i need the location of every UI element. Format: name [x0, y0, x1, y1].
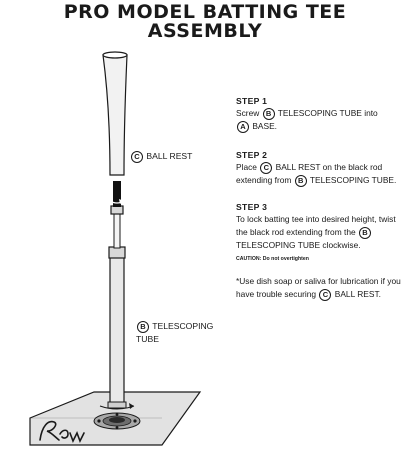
lubrication-note-text-b: BALL REST. — [334, 289, 381, 299]
ball-rest-label: BALL REST — [146, 151, 193, 161]
badge-c-icon: C — [260, 162, 272, 174]
caution-note: CAUTION: Do not overtighten — [236, 256, 309, 262]
badge-b-icon: B — [137, 321, 149, 333]
step-3-text-a: To lock batting tee into desired height, twist the black rod extending from the — [236, 214, 396, 237]
ball-rest-callout — [130, 150, 192, 163]
badge-c-icon: C — [319, 289, 331, 301]
page-title-line-1: PRO MODEL BATTING TEE — [63, 1, 347, 23]
step-1-text-a: Screw — [236, 108, 260, 118]
lubrication-note — [236, 275, 408, 301]
telescoping-tube-label-line-1: TELESCOPING — [152, 321, 214, 331]
step-1-text-b: TELESCOPING TUBE into — [277, 108, 378, 118]
step-2-text-c: TELESCOPING TUBE. — [309, 175, 397, 185]
badge-c-icon: C — [131, 151, 143, 163]
step-3-text-b: TELESCOPING TUBE clockwise. — [236, 240, 361, 250]
step-3-heading: STEP 3 — [236, 202, 268, 212]
page-title-line-2: ASSEMBLY — [147, 20, 263, 42]
badge-b-icon: B — [263, 108, 275, 120]
step-2-text — [236, 161, 406, 187]
step-2-text-a: Place — [236, 162, 257, 172]
step-3-text — [236, 213, 408, 252]
telescoping-tube-callout — [136, 320, 213, 345]
step-2-text-b: BALL REST on the black rod extending from — [236, 162, 383, 185]
step-1-text-c: BASE. — [252, 121, 277, 131]
step-1-heading: STEP 1 — [236, 96, 268, 106]
badge-a-icon: A — [237, 121, 249, 133]
lubrication-note-text-a: *Use dish soap or saliva for lubrication if you have trouble securing — [236, 276, 401, 299]
step-2-heading: STEP 2 — [236, 150, 268, 160]
telescoping-tube-label-line-2: TUBE — [136, 333, 159, 344]
ball-rest — [103, 52, 127, 175]
badge-b-icon: B — [295, 175, 307, 187]
telescoping-tube — [108, 206, 126, 408]
badge-b-icon: B — [359, 227, 371, 239]
base-mount-plate — [94, 413, 140, 429]
step-1-text — [236, 107, 386, 133]
